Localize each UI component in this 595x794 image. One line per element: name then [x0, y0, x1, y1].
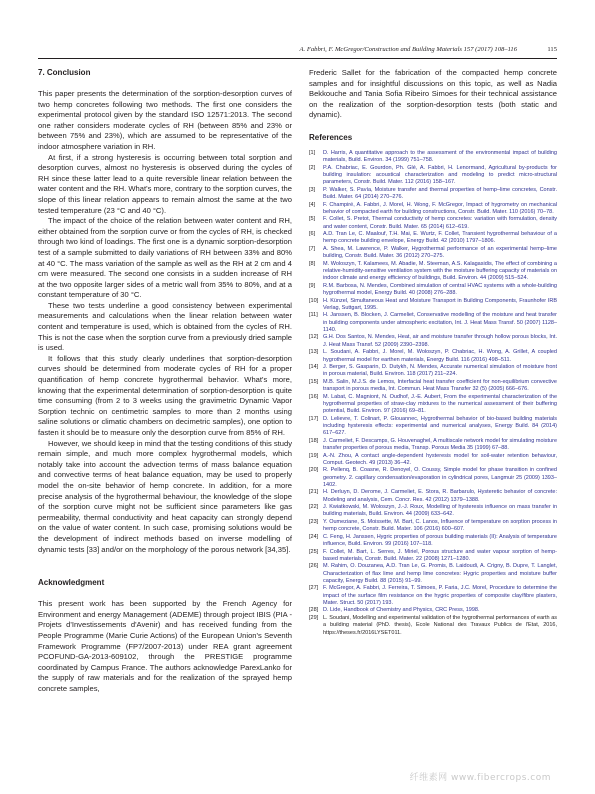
reference-number: [12] — [309, 334, 319, 341]
reference-link[interactable]: P. Walker, S. Pavía, Moisture transfer and thermal properties of hemp–lime concretes, Constr. Build. Mater. 64 (2014) 270–276. — [323, 186, 557, 201]
acknowledgment-continuation: Frederic Sallet for the fabrication of the compacted hemp concrete samples and for insightful discussions on this topic, as well as Nadia Bekkouche and Tania Sofia Ribeiro Simoes for their technical assistance on the realization of the sorption-desorption tests (both static and dynamic). — [309, 68, 557, 120]
reference-number: [8] — [309, 260, 316, 267]
reference-number: [5] — [309, 216, 316, 223]
reference-link[interactable]: F. Champiré, A. Fabbri, J. Morel, H. Wong, F. McGregor, Impact of hygrometry on mechanical behavior of compacted earth for building constructions, Constr. Build. Mater. 110 (2016) 70–78. — [323, 201, 557, 215]
reference-item[interactable] — [309, 438, 557, 453]
reference-list — [309, 150, 557, 637]
reference-item[interactable] — [309, 231, 557, 246]
reference-item[interactable] — [309, 563, 557, 585]
reference-item[interactable] — [309, 187, 557, 202]
reference-link[interactable]: M.B. Salin, M.J.S. de Lemos, Interfacial heat transfer coefficient for non-equilibrium convective transport in porous media, Int. Commun. Heat Mass Transfer 32 (5) (2005) 666–676. — [323, 378, 557, 393]
reference-number: [18] — [309, 437, 319, 444]
reference-item[interactable] — [309, 453, 557, 468]
reference-link[interactable]: A.D. Tran Le, C. Maalouf, T.H. Mai, E. Wurtz, F. Collet, Transient hygrothermal behaviour of a hemp concrete building envelope, Energy Build. 42 (2010) 1797–1806. — [323, 231, 557, 245]
reference-item[interactable] — [309, 467, 557, 489]
reference-link[interactable]: G.H. Dos Santos, N. Mendes, Heat, air and moisture transfer through hollow porous blocks, Int. J. Heat Mass Transf. 52 (2009) 2390–2398. — [323, 334, 557, 348]
section-gap — [38, 555, 292, 578]
running-title: A. Fabbri, F. McGregor/Construction and Building Materials 157 (2017) 108–116 — [299, 46, 517, 53]
reference-number: [11] — [309, 312, 318, 319]
reference-number: [7] — [309, 245, 316, 252]
conclusion-paragraph: These two tests underline a good consistency between experimental measurements and calculations when the linear relation between water content and temperature is used, which is obtained from the cycles of RH. This is not the case when the sorption curve from a previously dried sample is used. — [38, 300, 292, 353]
conclusion-paragraph: It follows that this study clearly underlines that sorption-desorption curves should be determined from moderate cycles of RH for a proper quantification of hemp concrete hygrothermal behavior. What's more, knowing that the experimental determination of sorption-desorption is quite time consuming (from 2 to 3 weeks using the gravimetric Dynamic Vapor Sorption technic on centimetric samples to more than 2 months using saline solutions or climatic chambers on decimetric samples), one option to fasten it should be to measure only the desorption curve from 85% of RH. — [38, 353, 292, 437]
reference-number: [15] — [309, 378, 319, 385]
reference-number: [3] — [309, 186, 316, 193]
conclusion-paragraph: At first, if a strong hysteresis is occurring between total sorption and desorption curves, almost no hysteresis is observed during the cycles of RH since these latter lead to a quite reversible linear relation between the water content and the RH. What's more, contrary to the sorption curves, the slope of this linear relation appears to remain almost the same at the two tested temperature (23 °C and 40 °C). — [38, 152, 292, 215]
reference-item[interactable] — [309, 549, 557, 564]
reference-link[interactable]: D. Lelievre, T. Colinart, P. Glouannec, Hygrothermal behavior of bio-based building materials including hysteresis effects: experimental and numerical analyses, Energy Build. 84 (2014) 617–627. — [323, 415, 557, 437]
reference-link[interactable]: H. Künzel, Simultaneous Heat and Moisture Transport in Building Components, Fraunhofer IRB Verlag, Suttgart, 1995. — [323, 297, 557, 311]
reference-item[interactable] — [309, 246, 557, 261]
reference-link[interactable]: H. Derluyn, D. Derome, J. Carmeliet, E. Stora, R. Barbarulo, Hysteretic behavior of concrete: Modeling and analysis, Cem. Concr. Res. 42 (2012) 1379–1388. — [323, 489, 557, 503]
reference-link[interactable]: J. Berger, S. Gasparin, D. Dutykh, N. Mendes, Accurate numerical simulation of moisture front in porous material, Build. Environ. 118 (2017) 211–224. — [323, 364, 557, 378]
reference-link[interactable]: F. McGregor, A. Fabbri, J. Ferreira, T. Simoes, P. Faria, J.C. Morel, Procedure to determine the impact of the surface film resistance on the hygric properties of composite clay/fibre plasters, Mater. Struct. 50 (2017) 193. — [323, 585, 557, 606]
watermark: 纤维素网 www.fibercrops.com — [409, 773, 551, 783]
reference-link[interactable]: F. Collet, M. Bart, L. Serres, J. Miriel, Porous structure and water vapour sorption of hemp-based materials, Constr. Build. Mater. 22 (2008) 1271–1280. — [323, 548, 557, 562]
reference-number: [16] — [309, 393, 319, 400]
reference-link[interactable]: M. Woloszyn, T. Kalamees, M. Abadie, M. Steeman, A.S. Kalagasidis, The effect of combining a relative-humidity-sensitive ventilation system with the moisture buffering capacity of materials on indoor climate and energy efficiency of buildings, Build. Environ. 44 (2009) 515–524. — [323, 260, 557, 282]
reference-link[interactable]: Y. Oumeziane, S. Moissette, M. Bart, C. Lanos, Influence of temperature on sorption process in hemp concrete, Constr. Build. Mater. 106 (2016) 600–607. — [323, 518, 557, 533]
reference-item[interactable] — [309, 334, 557, 349]
conclusion-paragraph: The impact of the choice of the relation between water content and RH, either obtained from the sorption curve or from the cycles of RH, is checked through two kind of loadings. The first one is a dynamic sorption-desorption test of a sample submitted to daily variations of RH between 33% and 80% at 40 °C. The mass variation of the sample as well as the RH at 2 cm and 4 cm were measured. The second one consists in a sudden increase of RH at the two opposite larger sides of a metric wall from 35% to 80%, and at a constant temperature of 30 °C. — [38, 216, 292, 300]
reference-link[interactable]: J. Kwiatkowski, M. Woloszyn, J.-J. Roux, Modelling of hysteresis influence on mass transfer in building materials, Build. Environ. 44 (2009) 633–642. — [323, 504, 557, 518]
reference-link[interactable]: L. Soudani, Modelling and experimental validation of the hygrothermal performances of earth as a building material (PhD. thesis), Ecole National des Travaux Publics de l'Etat, 2016, https://theses.fr/2016LYSET011. — [323, 614, 557, 636]
reference-link[interactable]: M. Labat, C. Magniont, N. Oudhof, J.-E. Aubert, From the experimental characterization of the hygrothermal properties of straw-clay mixtures to the numerical assessment of their buffering potential, Build. Environ. 97 (2016) 69–81. — [323, 393, 557, 415]
reference-number: [25] — [309, 548, 319, 555]
reference-number: [29] — [309, 614, 319, 621]
reference-link[interactable]: H. Janssen, B. Blocken, J. Carmeliet, Conservative modelling of the moisture and heat transfer in building components under atmospheric excitation, Int. J. Heat Mass Transf. 50 (2007) 1128–1140. — [323, 312, 557, 333]
reference-item[interactable] — [309, 607, 557, 614]
reference-link[interactable]: D. Harris, A quantitative approach to the assessment of the environmental impact of building materials, Build. Environ. 34 (1999) 751–758. — [323, 149, 557, 164]
reference-number: [28] — [309, 607, 319, 614]
reference-link[interactable]: J. Carmeliet, F. Descamps, G. Houvenaghel, A multiscale network model for simulating moisture transfer properties of porous media, Transp. Porous Media 35 (1999) 67–88. — [323, 437, 557, 452]
reference-number: [10] — [309, 297, 319, 304]
reference-item[interactable] — [309, 615, 557, 637]
conclusion-paragraph-last — [38, 439, 292, 556]
reference-item[interactable] — [309, 534, 557, 549]
references-heading: References — [309, 132, 353, 142]
reference-number: [21] — [309, 489, 319, 496]
reference-link[interactable]: C. Feng, H. Janssen, Hygric properties of porous building materials (II): Analysis of temperature influence, Build. Environ. 99 (2016) 107–118. — [323, 533, 557, 548]
reference-item[interactable] — [309, 364, 557, 379]
reference-link[interactable]: A.-N. Zhou, A contact angle-dependent hysteresis model for soil-water retention behaviour, Comput. Geotech. 49 (2013) 36–42. — [323, 452, 557, 466]
reference-item[interactable] — [309, 261, 557, 283]
reference-number: [17] — [309, 415, 319, 422]
reference-link[interactable]: M. Rahim, O. Douzanea, A.D. Tran Le, G. Promis, B. Laidoudi, A. Crigny, B. Dupre, T. Langlet, Characterization of flax lime and hemp lime concretes: Hygric properties and moisture buffer capacity, Energy Build. 88 (2015) 91–99. — [323, 563, 557, 584]
reference-number: [27] — [309, 585, 319, 592]
reference-number: [9] — [309, 282, 316, 289]
reference-item[interactable] — [309, 416, 557, 438]
reference-link[interactable]: D. Lide, Handbook of Chemistry and Physics, CRC Press, 1998. — [323, 607, 480, 614]
reference-link[interactable]: A. Shea, M. Lawrence, P. Walker, Hygrothermal performance of an experimental hemp–lime building, Constr. Build. Mater. 36 (2012) 270–275. — [323, 245, 557, 260]
conclusion-paragraph-text: However, we should keep in mind that the testing conditions of this study remain simple, and much more complex hygrothermal models, which notably take into account the advection terms of mass balance equation and convective terms of heat balance equation, may be used to properly model the on-site behavior of hemp concrete. In addition, for a more precise analysis of the hygrothermal behaviour, the knowledge of the slope of the sorption curve might not be sufficient since parameters like gas permeability, thermal conductivity and heat capacity can strongly depend on the value of water content. In such case, promising solutions would be the development of indirect methods based on inverse modelling of dynamic tests [33] and/or on the morphology of the porous network [34,35]. — [38, 438, 292, 554]
reference-number: [20] — [309, 467, 319, 474]
reference-number: [6] — [309, 231, 316, 238]
reference-item[interactable] — [309, 283, 557, 298]
reference-number: [23] — [309, 518, 319, 525]
reference-link[interactable]: F. Collet, S. Pretot, Thermal conductivity of hemp concretes: variation with formulation, density and water content, Constr. Build. Mater. 65 (2014) 612–619. — [323, 216, 557, 230]
reference-link[interactable]: P.A. Chabriac, E. Gourdon, Ph. Glé, A. Fabbri, H. Lenormand, Agricultural by-products for building insulation: acoustical characterization and modeling to predict micro-structural parameters, Constr. Build. Mater. 112 (2016) 158–167. — [323, 164, 557, 186]
reference-link[interactable]: L. Soudani, A. Fabbri, J. Morel, M. Woloszyn, P. Chabriac, H. Wong, A. Grillet, A coupled hygrothermal model for earthen materials, Energy Build. 116 (2016) 498–511. — [323, 349, 557, 363]
acknowledgment-paragraph: This present work has been supported by the French Agency for Environment and energy Management (ADEME) through project IBIS (PIA - Projets d'Investissements d'Avenir) and has received funding from the People Programme (Marie Curie Actions) of the European Union's Seventh Framework Programme (FP7/2007-2013) under REA grant agreement PCOFUND-GA-2013-609102, through the PRESTIGE programme coordinated by Campus France. The authors acknowledge ParexLanko for the supply of raw materials and for the realization of the sprayed hemp concrete samples, — [38, 599, 292, 693]
reference-item[interactable] — [309, 394, 557, 416]
reference-number: [26] — [309, 563, 319, 570]
header-rule — [38, 58, 557, 59]
reference-item[interactable] — [309, 216, 557, 231]
reference-number: [14] — [309, 364, 319, 371]
conclusion-heading: 7. Conclusion — [38, 68, 91, 77]
left-column — [38, 68, 292, 758]
reference-item[interactable] — [309, 585, 557, 607]
reference-item[interactable] — [309, 349, 557, 364]
reference-item[interactable] — [309, 150, 557, 165]
reference-number: [2] — [309, 164, 316, 171]
acknowledgment-heading: Acknowledgment — [38, 578, 105, 588]
page-number: 115 — [547, 46, 557, 53]
right-column — [309, 68, 557, 758]
reference-number: [1] — [309, 149, 316, 156]
reference-item[interactable] — [309, 379, 557, 394]
conclusion-paragraph: This paper presents the determination of the sorption-desorption curves of two hemp concretes following two methods. The first one considers the experimental protocol given by the standard ISO 12571:2013. The second one rather considers moderate cycles of RH (between 85% and 23% or between 75% and 23%), which are assumed to be representative of the indoor atmosphere variation in RH. — [38, 89, 292, 151]
reference-link[interactable]: R. Pellenq, B. Coasne, R. Denoyel, O. Coussy, Simple model for phase transition in confined geometry. 2. capillary condensation/evaporation in cylindrical pores, Langmuir 25 (2009) 1393–1402. — [323, 467, 557, 488]
reference-number: [19] — [309, 452, 319, 459]
reference-item[interactable] — [309, 519, 557, 534]
reference-item[interactable] — [309, 298, 557, 313]
reference-item[interactable] — [309, 202, 557, 217]
running-header — [38, 44, 557, 58]
reference-number: [22] — [309, 504, 319, 511]
reference-item[interactable] — [309, 504, 557, 519]
reference-item[interactable] — [309, 165, 557, 187]
reference-number: [13] — [309, 349, 319, 356]
reference-link[interactable]: R.M. Barbosa, N. Mendes, Combined simulation of central HVAC systems with a whole-building hygrothermal model, Energy Build. 40 (2008) 276–288. — [323, 282, 557, 297]
reference-number: [4] — [309, 201, 316, 208]
reference-item[interactable] — [309, 312, 557, 334]
reference-item[interactable] — [309, 489, 557, 504]
reference-number: [24] — [309, 533, 319, 540]
